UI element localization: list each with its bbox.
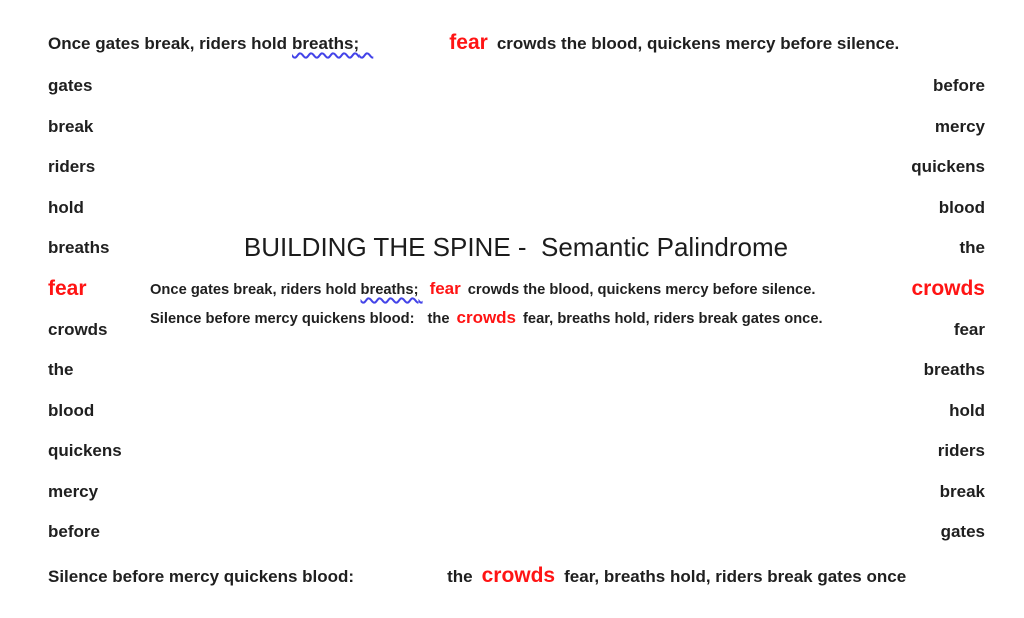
- left-column-word: blood: [48, 400, 95, 420]
- right-column-word: blood: [938, 197, 985, 217]
- bottom-sentence-mid: the: [447, 567, 473, 586]
- bottom-sentence-part2: fear, breaths hold, riders break gates once: [564, 567, 907, 586]
- left-column-word: before: [48, 522, 100, 542]
- top-sentence-part1: Once gates break, riders hold: [48, 34, 288, 53]
- bottom-sentence: [48, 564, 906, 588]
- left-column-word: the: [48, 360, 74, 380]
- right-column-word: before: [933, 76, 985, 96]
- center-sentence-reverse: [150, 308, 882, 328]
- right-column-word: gates: [940, 522, 985, 542]
- right-word-column: [911, 66, 985, 553]
- center-line2-post: fear, breaths hold, riders break gates once.: [523, 311, 823, 327]
- right-column-word: fear: [953, 319, 985, 339]
- right-column-word: riders: [937, 441, 985, 461]
- right-column-word: hold: [949, 400, 985, 420]
- left-column-word: quickens: [48, 441, 122, 461]
- right-column-word: break: [939, 481, 985, 501]
- left-column-red-word-fear: fear: [48, 277, 87, 300]
- center-line1-pre: Once gates break, riders hold: [150, 282, 357, 298]
- right-column-red-word-crowds: crowds: [911, 277, 985, 300]
- left-word-column: [48, 66, 122, 553]
- left-column-word: mercy: [48, 481, 99, 501]
- center-line2-pre: Silence before mercy quickens blood:: [150, 311, 415, 327]
- center-block: [150, 230, 882, 328]
- right-column-word: mercy: [934, 116, 985, 136]
- bottom-sentence-red-word-crowds: crowds: [481, 564, 556, 587]
- right-column-word: the: [959, 238, 985, 258]
- page-title: BUILDING THE SPINE - Semantic Palindrome: [243, 232, 789, 262]
- right-column-word: quickens: [911, 157, 985, 177]
- top-sentence-part2: crowds the blood, quickens mercy before silence.: [496, 34, 900, 53]
- center-sentence-forward: [150, 279, 882, 299]
- left-column-word: gates: [48, 76, 93, 96]
- left-column-word: riders: [48, 157, 96, 177]
- top-sentence: [48, 31, 899, 55]
- left-column-word: breaths: [48, 238, 110, 258]
- center-line2-mid: the: [427, 311, 450, 327]
- center-line2-red-word-crowds: crowds: [456, 308, 517, 327]
- bottom-sentence-part1: Silence before mercy quickens blood:: [48, 567, 355, 586]
- top-sentence-misspelled-word: breaths;: [292, 34, 360, 53]
- left-column-word: hold: [48, 197, 84, 217]
- left-column-word: break: [48, 116, 94, 136]
- center-line1-red-word-fear: fear: [429, 279, 461, 298]
- center-line1-post: crowds the blood, quickens mercy before silence.: [467, 282, 816, 298]
- left-column-word: crowds: [48, 319, 108, 339]
- center-line1-misspelled-word: breaths;: [360, 282, 419, 298]
- right-column-word: breaths: [923, 360, 985, 380]
- top-sentence-red-word-fear: fear: [449, 31, 488, 54]
